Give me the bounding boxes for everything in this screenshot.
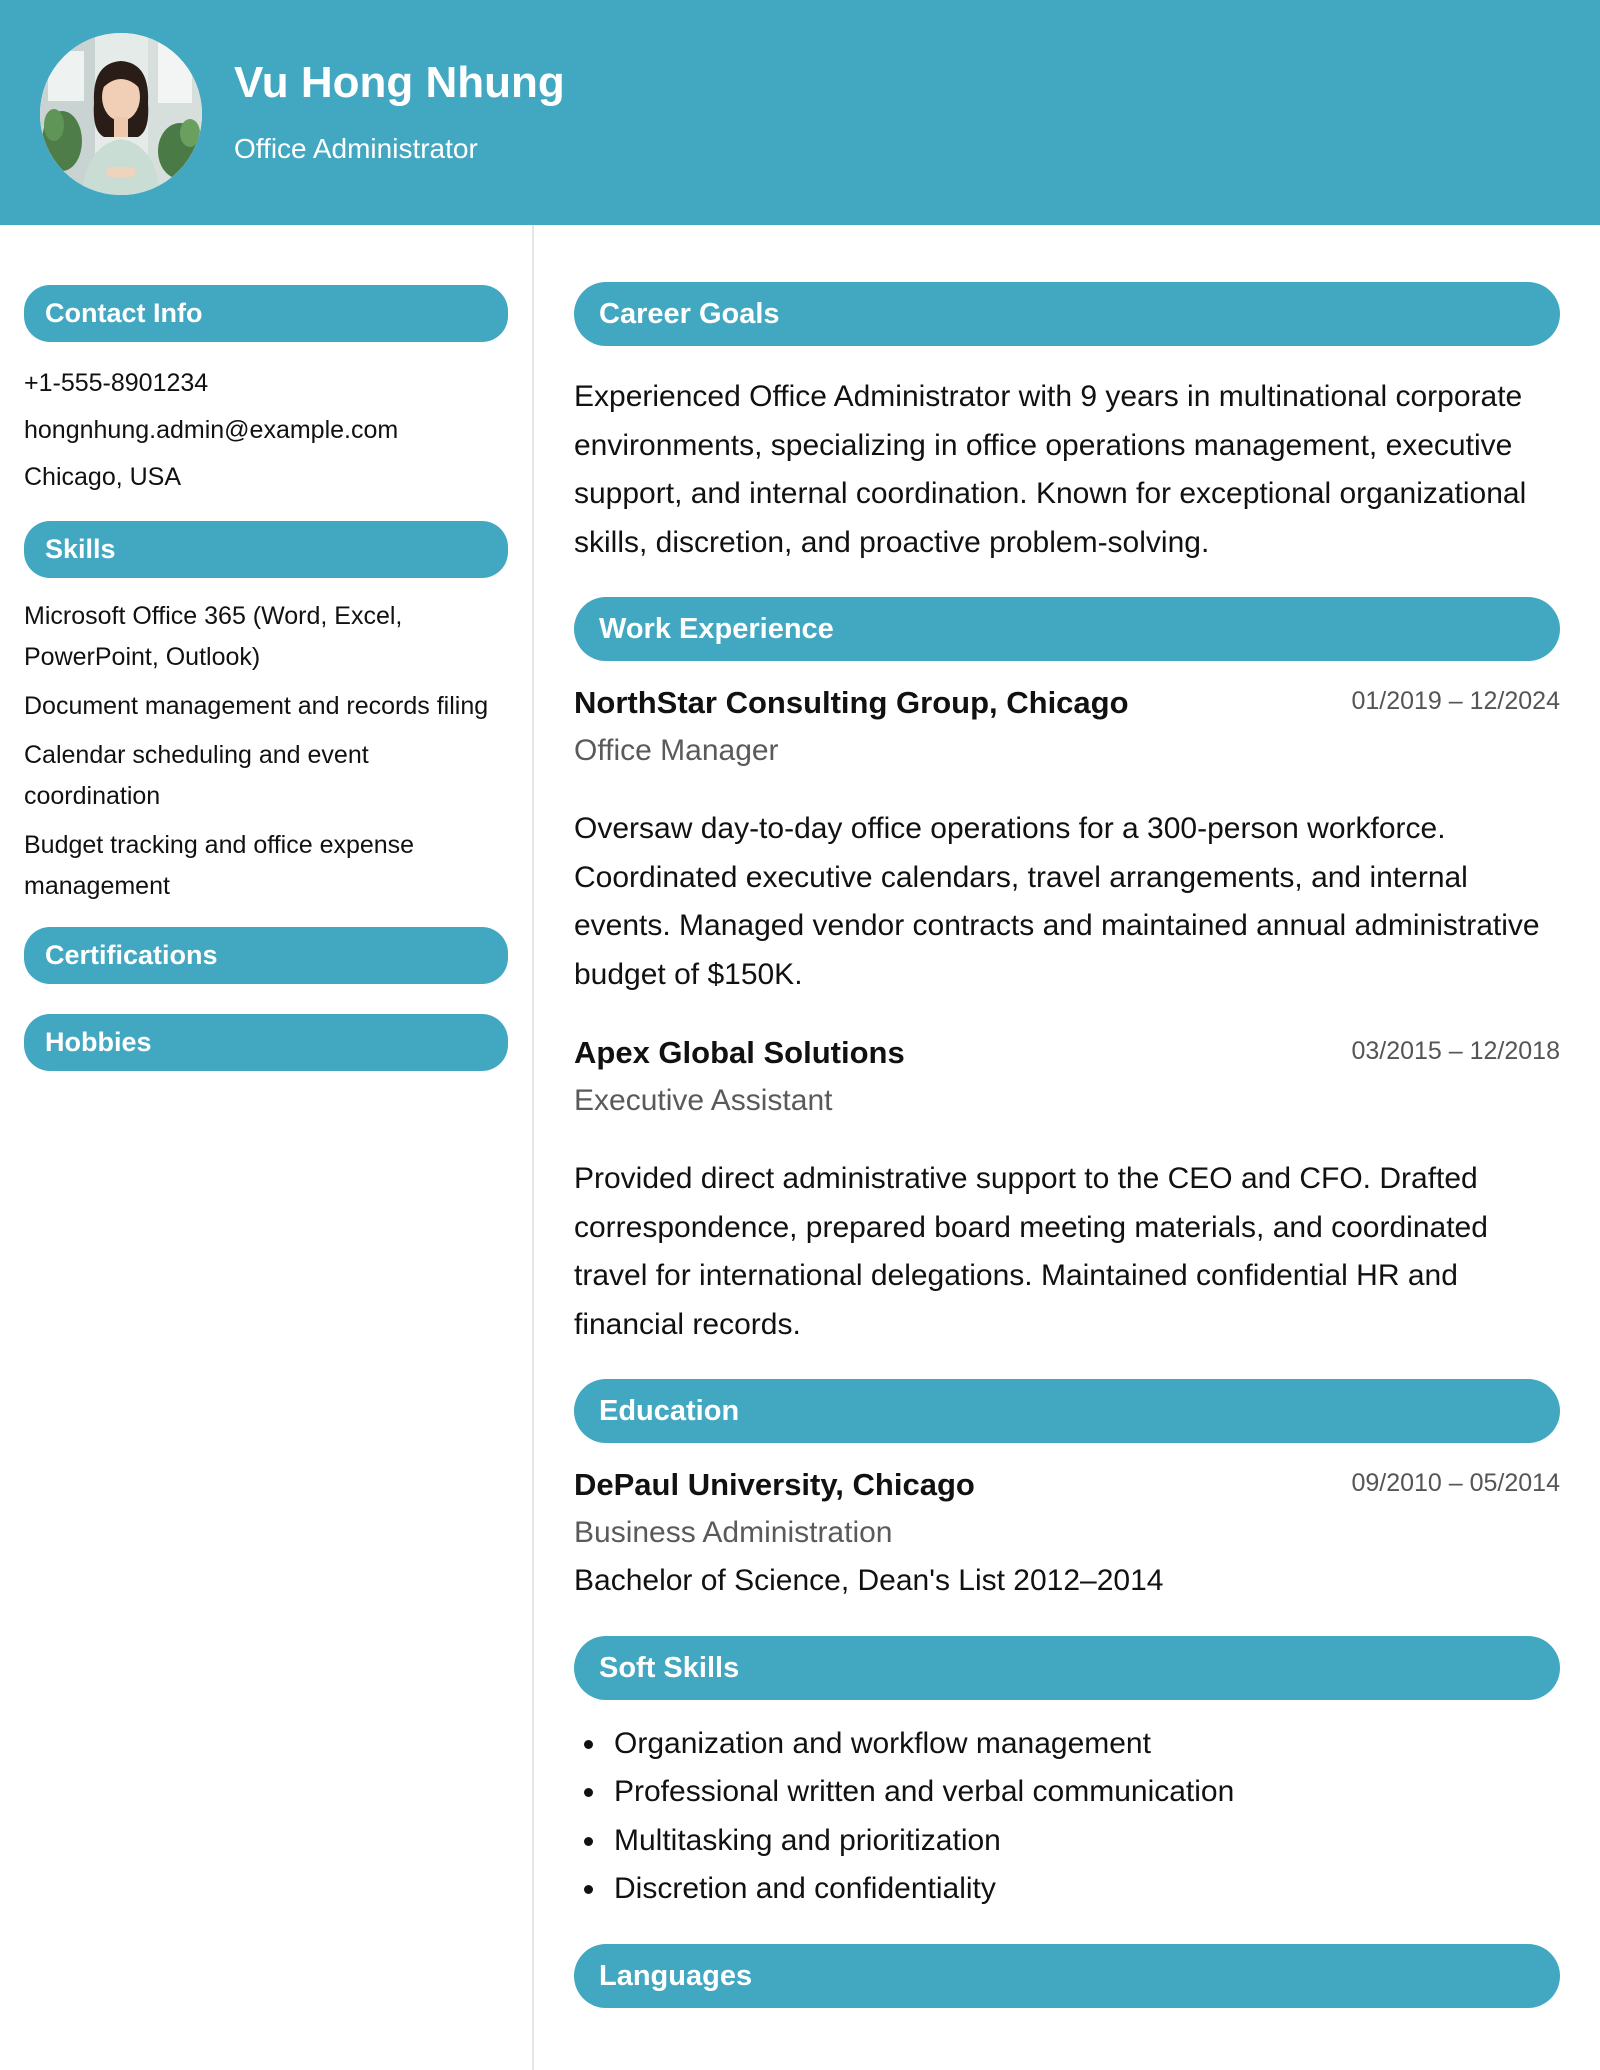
resume-header (0, 0, 1600, 225)
job-entry (574, 679, 1560, 999)
avatar (40, 33, 202, 195)
contact-email: hongnhung.admin@example.com (24, 416, 399, 444)
certifications-heading: Certifications (24, 927, 508, 984)
job-dates: 01/2019 – 12/2024 (1351, 687, 1560, 715)
skill-item: Microsoft Office 365 (Word, Excel, PowerPoint, Outlook) (24, 602, 403, 671)
skill-item: Document management and records filing (24, 692, 489, 720)
career-goals-text: Experienced Office Administrator with 9 years in multinational corporate environments, specializing in office operations management, executive support, and internal coordination. Known for exceptional organizational skills, discretion, and proactive problem-solving. (574, 380, 1527, 559)
education-header (574, 1461, 1560, 1509)
education-school: DePaul University, Chicago (574, 1467, 975, 1502)
job-entry (574, 1029, 1560, 1349)
sidebar (24, 285, 508, 1071)
candidate-name: Vu Hong Nhung (234, 58, 565, 107)
job-position: Executive Assistant (574, 1084, 833, 1117)
languages-heading: Languages (574, 1944, 1560, 2008)
soft-skill-item: Professional written and verbal communication (574, 1768, 1560, 1817)
hobbies-heading: Hobbies (24, 1014, 508, 1071)
job-position: Office Manager (574, 734, 779, 767)
career-goals-heading: Career Goals (574, 282, 1560, 346)
job-dates: 03/2015 – 12/2018 (1351, 1037, 1560, 1065)
education-entry (574, 1461, 1560, 1606)
skills-list (24, 596, 508, 907)
skill-item: Budget tracking and office expense management (24, 831, 415, 900)
contact-list (24, 360, 508, 501)
soft-skills-list (574, 1720, 1560, 1914)
skills-heading: Skills (24, 521, 508, 578)
main-content (574, 282, 1560, 2008)
contact-heading: Contact Info (24, 285, 508, 342)
contact-location: Chicago, USA (24, 463, 182, 491)
education-degree: Bachelor of Science, Dean's List 2012–2014 (574, 1564, 1164, 1597)
job-header (574, 1029, 1560, 1077)
candidate-title: Office Administrator (234, 133, 478, 164)
job-description: Provided direct administrative support to the CEO and CFO. Drafted correspondence, prepared board meeting materials, and coordinated travel for international delegations. Maintained confidential HR and financial records. (574, 1162, 1488, 1341)
soft-skill-item: Multitasking and prioritization (574, 1817, 1560, 1866)
education-heading: Education (574, 1379, 1560, 1443)
education-dates: 09/2010 – 05/2014 (1351, 1469, 1560, 1497)
job-header (574, 679, 1560, 727)
profile-photo (40, 33, 202, 195)
job-company: NorthStar Consulting Group, Chicago (574, 685, 1129, 720)
soft-skills-heading: Soft Skills (574, 1636, 1560, 1700)
soft-skill-item: Discretion and confidentiality (574, 1865, 1560, 1914)
soft-skill-item: Organization and workflow management (574, 1720, 1560, 1769)
education-field: Business Administration (574, 1516, 893, 1549)
job-company: Apex Global Solutions (574, 1035, 905, 1070)
skill-item: Calendar scheduling and event coordination (24, 741, 369, 810)
contact-phone: +1-555-8901234 (24, 369, 209, 397)
work-experience-heading: Work Experience (574, 597, 1560, 661)
column-divider (532, 225, 534, 2070)
job-description: Oversaw day-to-day office operations for a 300-person workforce. Coordinated executive calendars, travel arrangements, and internal events. Managed vendor contracts and maintained annual administrative budget of $150K. (574, 812, 1540, 991)
